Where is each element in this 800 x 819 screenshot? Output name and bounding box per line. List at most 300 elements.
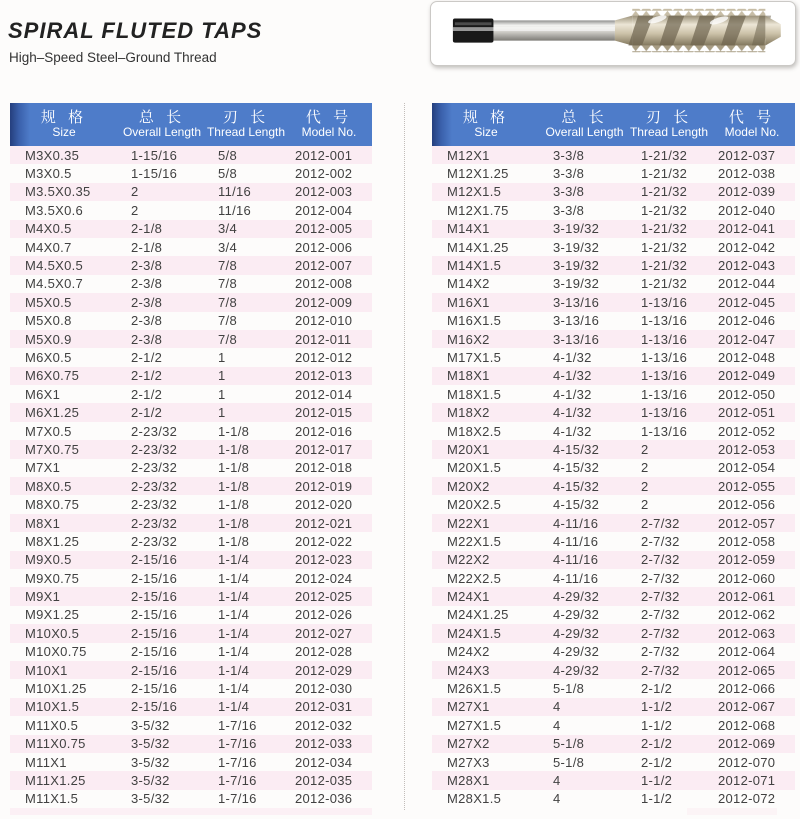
table-row bbox=[10, 716, 372, 734]
table-row bbox=[10, 459, 372, 477]
cell-model-no: 2012-039 bbox=[718, 184, 776, 200]
table-row bbox=[432, 661, 795, 679]
cell-model-no: 2012-015 bbox=[295, 405, 353, 421]
cell-overall-length: 3-3/8 bbox=[553, 166, 585, 182]
table-row bbox=[432, 514, 795, 532]
cell-model-no: 2012-071 bbox=[718, 772, 776, 788]
cell-model-no: 2012-017 bbox=[295, 441, 353, 457]
cell-thread-length: 7/8 bbox=[218, 258, 237, 274]
table-row bbox=[432, 606, 795, 624]
cell-size: M22X2 bbox=[447, 552, 490, 568]
cell-model-no: 2012-060 bbox=[718, 570, 776, 586]
table-divider bbox=[404, 103, 405, 810]
table-row bbox=[432, 293, 795, 311]
cell-size: M4X0.7 bbox=[25, 239, 72, 255]
cell-overall-length: 2-1/8 bbox=[131, 239, 163, 255]
column-header-size-en: Size bbox=[474, 125, 498, 140]
cell-thread-length: 1-1/4 bbox=[218, 552, 250, 568]
cell-model-no: 2012-026 bbox=[295, 607, 353, 623]
table-row bbox=[10, 606, 372, 624]
cell-size: M12X1.5 bbox=[447, 184, 502, 200]
cell-thread-length: 1-1/8 bbox=[218, 515, 250, 531]
cell-size: M9X0.75 bbox=[25, 570, 80, 586]
cell-size: M8X1 bbox=[25, 515, 61, 531]
table-row bbox=[432, 569, 795, 587]
cell-size: M20X2.5 bbox=[447, 497, 502, 513]
cell-overall-length: 3-5/32 bbox=[131, 717, 170, 733]
cell-overall-length: 4 bbox=[553, 791, 561, 807]
table-row bbox=[432, 716, 795, 734]
cell-model-no: 2012-043 bbox=[718, 258, 776, 274]
table-row bbox=[10, 551, 372, 569]
cell-model-no: 2012-068 bbox=[718, 717, 776, 733]
table-row bbox=[10, 569, 372, 587]
cell-thread-length: 2-7/32 bbox=[641, 607, 680, 623]
cell-thread-length: 1-1/8 bbox=[218, 441, 250, 457]
cell-thread-length: 1-1/2 bbox=[641, 699, 673, 715]
cell-thread-length: 1-13/16 bbox=[641, 423, 688, 439]
cell-size: M3.5X0.6 bbox=[25, 202, 84, 218]
column-header-thread-length bbox=[206, 103, 286, 146]
cell-overall-length: 2-3/8 bbox=[131, 313, 163, 329]
cell-overall-length: 2-23/32 bbox=[131, 441, 178, 457]
table-row bbox=[432, 330, 795, 348]
cell-overall-length: 2-15/16 bbox=[131, 589, 178, 605]
cell-size: M27X1.5 bbox=[447, 717, 502, 733]
cell-size: M8X1.25 bbox=[25, 533, 80, 549]
table-header bbox=[432, 103, 795, 146]
cell-thread-length: 1-21/32 bbox=[641, 276, 688, 292]
cell-overall-length: 4-15/32 bbox=[553, 441, 600, 457]
cell-overall-length: 2-15/16 bbox=[131, 625, 178, 641]
cell-model-no: 2012-070 bbox=[718, 754, 776, 770]
table-row bbox=[10, 385, 372, 403]
cell-thread-length: 2 bbox=[641, 478, 649, 494]
cell-size: M6X0.5 bbox=[25, 349, 72, 365]
cell-overall-length: 4-1/32 bbox=[553, 405, 592, 421]
table-row bbox=[432, 275, 795, 293]
table-row bbox=[10, 146, 372, 164]
column-header-thread-cn: 刃 长 bbox=[222, 108, 270, 126]
cell-model-no: 2012-013 bbox=[295, 368, 353, 384]
cell-overall-length: 2-3/8 bbox=[131, 331, 163, 347]
cell-thread-length: 1-21/32 bbox=[641, 184, 688, 200]
cell-model-no: 2012-062 bbox=[718, 607, 776, 623]
cell-overall-length: 2-15/16 bbox=[131, 681, 178, 697]
tap-product-photo bbox=[430, 1, 796, 66]
cell-thread-length: 3/4 bbox=[218, 221, 237, 237]
column-header-overall-length bbox=[118, 103, 206, 146]
cutoff-row-stripe bbox=[687, 808, 777, 815]
cell-model-no: 2012-069 bbox=[718, 736, 776, 752]
cell-model-no: 2012-056 bbox=[718, 497, 776, 513]
cell-size: M18X1.5 bbox=[447, 386, 502, 402]
column-header-thread-cn: 刃 长 bbox=[645, 108, 693, 126]
cell-overall-length: 3-3/8 bbox=[553, 202, 585, 218]
cell-size: M10X1.25 bbox=[25, 681, 87, 697]
page-title: SPIRAL FLUTED TAPS bbox=[8, 18, 263, 43]
cell-model-no: 2012-053 bbox=[718, 441, 776, 457]
cell-model-no: 2012-051 bbox=[718, 405, 776, 421]
cell-overall-length: 4-1/32 bbox=[553, 368, 592, 384]
cell-model-no: 2012-027 bbox=[295, 625, 353, 641]
cell-size: M14X1.5 bbox=[447, 258, 502, 274]
column-header-size bbox=[432, 103, 540, 146]
table-row bbox=[432, 495, 795, 513]
cell-overall-length: 3-3/8 bbox=[553, 147, 585, 163]
cell-overall-length: 3-13/16 bbox=[553, 294, 600, 310]
cell-size: M5X0.5 bbox=[25, 294, 72, 310]
cell-size: M28X1 bbox=[447, 772, 490, 788]
cell-overall-length: 5-1/8 bbox=[553, 736, 585, 752]
cell-size: M14X1 bbox=[447, 221, 490, 237]
column-header-model-cn: 代 号 bbox=[305, 108, 353, 126]
cell-model-no: 2012-049 bbox=[718, 368, 776, 384]
cell-size: M18X2 bbox=[447, 405, 490, 421]
column-header-overall-length bbox=[540, 103, 629, 146]
cell-overall-length: 2-3/8 bbox=[131, 294, 163, 310]
cell-size: M9X1.25 bbox=[25, 607, 80, 623]
cell-size: M11X1 bbox=[25, 754, 67, 770]
table-row bbox=[432, 477, 795, 495]
cell-size: M7X0.75 bbox=[25, 441, 80, 457]
cell-size: M11X1.25 bbox=[25, 772, 86, 788]
cell-model-no: 2012-058 bbox=[718, 533, 776, 549]
cell-thread-length: 1-1/4 bbox=[218, 699, 250, 715]
cell-overall-length: 2-1/2 bbox=[131, 368, 163, 384]
table-row bbox=[10, 735, 372, 753]
cell-size: M20X2 bbox=[447, 478, 490, 494]
column-header-model-no bbox=[709, 103, 795, 146]
cell-overall-length: 4-15/32 bbox=[553, 478, 600, 494]
cell-model-no: 2012-012 bbox=[295, 349, 353, 365]
cell-overall-length: 3-5/32 bbox=[131, 791, 170, 807]
cell-size: M4.5X0.5 bbox=[25, 258, 84, 274]
table-row bbox=[10, 367, 372, 385]
cell-overall-length: 3-3/8 bbox=[553, 184, 585, 200]
cell-overall-length: 3-5/32 bbox=[131, 754, 170, 770]
cell-size: M26X1.5 bbox=[447, 681, 502, 697]
table-row bbox=[432, 790, 795, 808]
cell-thread-length: 5/8 bbox=[218, 147, 237, 163]
cell-size: M22X2.5 bbox=[447, 570, 502, 586]
cell-thread-length: 1 bbox=[218, 349, 226, 365]
table-row bbox=[10, 164, 372, 182]
cell-size: M20X1 bbox=[447, 441, 490, 457]
cell-thread-length: 7/8 bbox=[218, 276, 237, 292]
cell-thread-length: 1-7/16 bbox=[218, 754, 257, 770]
cell-size: M10X1.5 bbox=[25, 699, 80, 715]
cell-size: M28X1.5 bbox=[447, 791, 502, 807]
cell-size: M12X1 bbox=[447, 147, 490, 163]
cell-model-no: 2012-036 bbox=[295, 791, 353, 807]
cell-overall-length: 2-1/2 bbox=[131, 349, 163, 365]
cell-model-no: 2012-038 bbox=[718, 166, 776, 182]
cell-thread-length: 1-13/16 bbox=[641, 386, 688, 402]
cell-size: M18X1 bbox=[447, 368, 490, 384]
cell-thread-length: 1-21/32 bbox=[641, 221, 688, 237]
table-row bbox=[10, 790, 372, 808]
cell-size: M14X2 bbox=[447, 276, 490, 292]
cell-overall-length: 1-15/16 bbox=[131, 147, 178, 163]
table-row bbox=[10, 220, 372, 238]
column-header-overall-en: Overall Length bbox=[122, 125, 202, 140]
cell-size: M6X1 bbox=[25, 386, 61, 402]
cell-thread-length: 2 bbox=[641, 497, 649, 513]
cell-thread-length: 2-7/32 bbox=[641, 662, 680, 678]
cell-model-no: 2012-022 bbox=[295, 533, 353, 549]
cell-model-no: 2012-054 bbox=[718, 460, 776, 476]
spiral-fluted-tap-image bbox=[438, 4, 788, 63]
table-row bbox=[432, 220, 795, 238]
cell-thread-length: 11/16 bbox=[218, 184, 252, 200]
cell-thread-length: 1-21/32 bbox=[641, 202, 688, 218]
table-row bbox=[432, 643, 795, 661]
cell-overall-length: 2-3/8 bbox=[131, 276, 163, 292]
cell-size: M16X2 bbox=[447, 331, 490, 347]
cell-overall-length: 4-29/32 bbox=[553, 625, 600, 641]
table-row bbox=[10, 183, 372, 201]
cell-overall-length: 4-1/32 bbox=[553, 386, 592, 402]
cell-overall-length: 3-19/32 bbox=[553, 239, 600, 255]
cell-overall-length: 4-15/32 bbox=[553, 460, 600, 476]
cell-overall-length: 3-19/32 bbox=[553, 221, 600, 237]
table-row bbox=[432, 753, 795, 771]
column-header-thread-en: Thread Length bbox=[629, 125, 709, 140]
table-row bbox=[10, 403, 372, 421]
table-row bbox=[10, 532, 372, 550]
cell-model-no: 2012-018 bbox=[295, 460, 353, 476]
table-row bbox=[10, 422, 372, 440]
taps-table-left bbox=[10, 103, 372, 815]
page-subtitle: High–Speed Steel–Ground Thread bbox=[9, 50, 217, 65]
table-row bbox=[10, 293, 372, 311]
cell-thread-length: 1-1/8 bbox=[218, 423, 250, 439]
cell-thread-length: 1-1/2 bbox=[641, 791, 673, 807]
table-header bbox=[10, 103, 372, 146]
cell-overall-length: 3-5/32 bbox=[131, 736, 170, 752]
cell-model-no: 2012-011 bbox=[295, 331, 352, 347]
cell-thread-length: 2-1/2 bbox=[641, 681, 673, 697]
cell-model-no: 2012-009 bbox=[295, 294, 353, 310]
table-row bbox=[10, 643, 372, 661]
table-row bbox=[432, 735, 795, 753]
cell-thread-length: 1-1/8 bbox=[218, 533, 250, 549]
cell-model-no: 2012-033 bbox=[295, 736, 353, 752]
cell-thread-length: 1-13/16 bbox=[641, 294, 688, 310]
cell-thread-length: 1-13/16 bbox=[641, 368, 688, 384]
table-row bbox=[432, 771, 795, 789]
cell-size: M16X1 bbox=[447, 294, 490, 310]
cell-size: M18X2.5 bbox=[447, 423, 502, 439]
cell-overall-length: 4-11/16 bbox=[553, 552, 599, 568]
cell-overall-length: 4-29/32 bbox=[553, 607, 600, 623]
cell-thread-length: 1 bbox=[218, 405, 226, 421]
cell-overall-length: 3-19/32 bbox=[553, 258, 600, 274]
cell-thread-length: 1-1/8 bbox=[218, 497, 250, 513]
table-row bbox=[432, 422, 795, 440]
table-row bbox=[432, 201, 795, 219]
cell-overall-length: 3-5/32 bbox=[131, 772, 170, 788]
table-row bbox=[432, 238, 795, 256]
cell-overall-length: 2-15/16 bbox=[131, 662, 178, 678]
cell-size: M16X1.5 bbox=[447, 313, 502, 329]
cell-thread-length: 1-21/32 bbox=[641, 166, 688, 182]
cell-thread-length: 7/8 bbox=[218, 331, 237, 347]
table-row bbox=[432, 624, 795, 642]
table-row bbox=[10, 477, 372, 495]
cell-size: M7X0.5 bbox=[25, 423, 72, 439]
cell-overall-length: 4-1/32 bbox=[553, 349, 592, 365]
cell-size: M27X1 bbox=[447, 699, 490, 715]
cell-size: M3X0.35 bbox=[25, 147, 80, 163]
cell-thread-length: 2 bbox=[641, 460, 649, 476]
table-row bbox=[10, 238, 372, 256]
cell-size: M11X1.5 bbox=[25, 791, 79, 807]
table-row bbox=[10, 256, 372, 274]
table-body bbox=[432, 146, 795, 808]
cell-model-no: 2012-052 bbox=[718, 423, 776, 439]
column-header-model-en: Model No. bbox=[301, 125, 357, 140]
cell-model-no: 2012-016 bbox=[295, 423, 353, 439]
cell-model-no: 2012-007 bbox=[295, 258, 353, 274]
cell-model-no: 2012-065 bbox=[718, 662, 776, 678]
table-row bbox=[10, 771, 372, 789]
column-header-thread-length bbox=[629, 103, 709, 146]
cell-thread-length: 1 bbox=[218, 386, 226, 402]
cell-size: M5X0.8 bbox=[25, 313, 72, 329]
cell-overall-length: 3-19/32 bbox=[553, 276, 600, 292]
table-row bbox=[432, 440, 795, 458]
cell-overall-length: 4 bbox=[553, 699, 561, 715]
cell-size: M3X0.5 bbox=[25, 166, 72, 182]
cell-thread-length: 2 bbox=[641, 441, 649, 457]
table-row bbox=[10, 201, 372, 219]
table-row bbox=[432, 459, 795, 477]
cell-size: M11X0.5 bbox=[25, 717, 79, 733]
table-body bbox=[10, 146, 372, 808]
taps-table-right bbox=[432, 103, 795, 815]
cell-thread-length: 1-1/8 bbox=[218, 460, 250, 476]
cell-size: M9X1 bbox=[25, 589, 61, 605]
cell-thread-length: 1-1/4 bbox=[218, 644, 250, 660]
table-row bbox=[10, 661, 372, 679]
cell-overall-length: 2-23/32 bbox=[131, 533, 178, 549]
cell-model-no: 2012-048 bbox=[718, 349, 776, 365]
cell-model-no: 2012-066 bbox=[718, 681, 776, 697]
table-row bbox=[10, 330, 372, 348]
cell-overall-length: 4-11/16 bbox=[553, 570, 599, 586]
cell-overall-length: 3-13/16 bbox=[553, 331, 600, 347]
cell-model-no: 2012-059 bbox=[718, 552, 776, 568]
table-row bbox=[10, 698, 372, 716]
cell-model-no: 2012-003 bbox=[295, 184, 353, 200]
cell-thread-length: 2-7/32 bbox=[641, 589, 680, 605]
cell-model-no: 2012-004 bbox=[295, 202, 353, 218]
column-header-size-en: Size bbox=[52, 125, 76, 140]
cell-model-no: 2012-029 bbox=[295, 662, 353, 678]
cell-thread-length: 2-7/32 bbox=[641, 515, 680, 531]
cell-size: M20X1.5 bbox=[447, 460, 502, 476]
cell-overall-length: 2-23/32 bbox=[131, 515, 178, 531]
table-row bbox=[432, 551, 795, 569]
cell-size: M11X0.75 bbox=[25, 736, 86, 752]
table-row bbox=[10, 348, 372, 366]
cell-model-no: 2012-010 bbox=[295, 313, 353, 329]
cell-model-no: 2012-057 bbox=[718, 515, 776, 531]
column-header-size-cn: 规 格 bbox=[462, 108, 510, 126]
cell-model-no: 2012-020 bbox=[295, 497, 353, 513]
cell-size: M24X1 bbox=[447, 589, 490, 605]
cell-thread-length: 1-1/2 bbox=[641, 772, 673, 788]
cell-thread-length: 7/8 bbox=[218, 313, 237, 329]
column-header-size bbox=[10, 103, 118, 146]
cell-overall-length: 4-11/16 bbox=[553, 533, 599, 549]
table-row bbox=[10, 679, 372, 697]
cell-size: M3.5X0.35 bbox=[25, 184, 91, 200]
cell-thread-length: 3/4 bbox=[218, 239, 237, 255]
table-row bbox=[432, 385, 795, 403]
cell-thread-length: 2-1/2 bbox=[641, 754, 673, 770]
cell-overall-length: 4-29/32 bbox=[553, 589, 600, 605]
cell-thread-length: 1-1/4 bbox=[218, 681, 250, 697]
column-header-size-cn: 规 格 bbox=[40, 108, 88, 126]
cell-thread-length: 1-13/16 bbox=[641, 349, 688, 365]
table-row bbox=[10, 275, 372, 293]
cell-overall-length: 4 bbox=[553, 717, 561, 733]
cell-size: M10X0.5 bbox=[25, 625, 80, 641]
table-row bbox=[432, 532, 795, 550]
cutoff-row-stripe bbox=[10, 808, 372, 815]
cell-size: M6X0.75 bbox=[25, 368, 80, 384]
cell-model-no: 2012-019 bbox=[295, 478, 353, 494]
cell-overall-length: 3-13/16 bbox=[553, 313, 600, 329]
cell-thread-length: 2-7/32 bbox=[641, 644, 680, 660]
cell-model-no: 2012-055 bbox=[718, 478, 776, 494]
cell-size: M14X1.25 bbox=[447, 239, 509, 255]
cell-overall-length: 2-1/2 bbox=[131, 405, 163, 421]
cell-model-no: 2012-025 bbox=[295, 589, 353, 605]
table-row bbox=[10, 624, 372, 642]
cell-size: M8X0.5 bbox=[25, 478, 72, 494]
table-row bbox=[10, 587, 372, 605]
cell-size: M10X0.75 bbox=[25, 644, 87, 660]
cell-thread-length: 1-21/32 bbox=[641, 258, 688, 274]
column-header-thread-en: Thread Length bbox=[206, 125, 286, 140]
cell-thread-length: 2-7/32 bbox=[641, 570, 680, 586]
cell-model-no: 2012-032 bbox=[295, 717, 353, 733]
cell-size: M17X1.5 bbox=[447, 349, 502, 365]
cell-model-no: 2012-021 bbox=[295, 515, 353, 531]
cell-thread-length: 2-7/32 bbox=[641, 625, 680, 641]
cell-overall-length: 2-1/2 bbox=[131, 386, 163, 402]
table-row bbox=[432, 312, 795, 330]
cell-overall-length: 2-23/32 bbox=[131, 460, 178, 476]
cell-thread-length: 2-7/32 bbox=[641, 533, 680, 549]
cell-model-no: 2012-046 bbox=[718, 313, 776, 329]
cell-size: M22X1 bbox=[447, 515, 490, 531]
cell-model-no: 2012-037 bbox=[718, 147, 776, 163]
cell-thread-length: 1-1/4 bbox=[218, 589, 250, 605]
cell-thread-length: 1-1/4 bbox=[218, 570, 250, 586]
cell-overall-length: 2-15/16 bbox=[131, 699, 178, 715]
cell-size: M6X1.25 bbox=[25, 405, 80, 421]
table-row bbox=[10, 514, 372, 532]
cell-overall-length: 2-15/16 bbox=[131, 552, 178, 568]
cell-model-no: 2012-061 bbox=[718, 589, 776, 605]
cell-overall-length: 4-29/32 bbox=[553, 662, 600, 678]
cell-model-no: 2012-045 bbox=[718, 294, 776, 310]
